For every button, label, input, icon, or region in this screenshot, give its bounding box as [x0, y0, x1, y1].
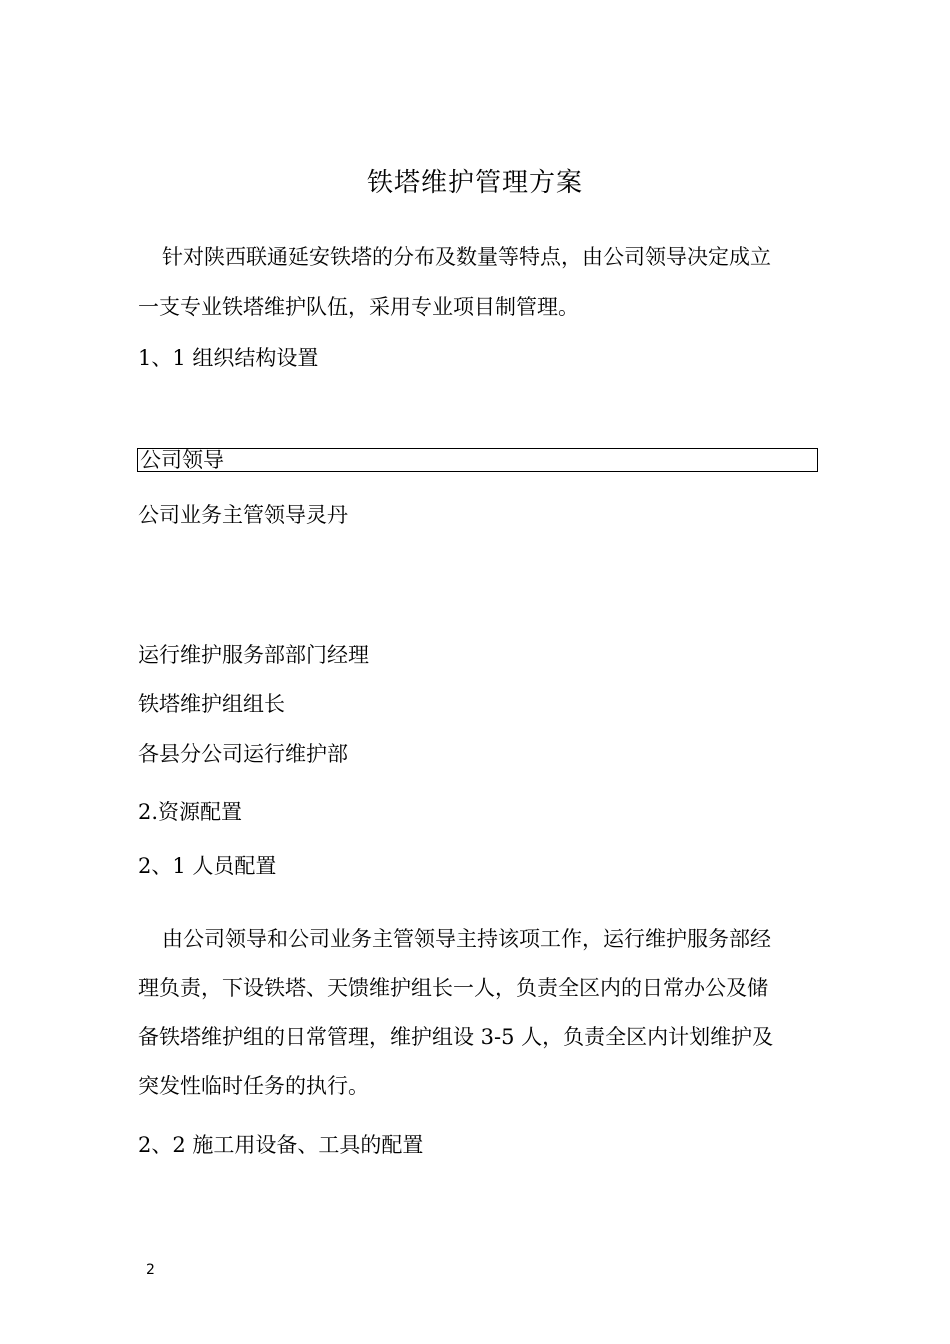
staff-para-line-3: 备铁塔维护组的日常管理，维护组设 3-5 人，负责全区内计划维护及 — [138, 1025, 774, 1049]
page-title: 铁塔维护管理方案 — [366, 168, 583, 198]
org-level-dept-manager: 运行维护服务部部门经理 — [138, 643, 369, 667]
page-number: 2 — [146, 1262, 155, 1278]
org-level-group-leader: 铁塔维护组组长 — [138, 692, 285, 716]
org-box-label: 公司领导 — [140, 448, 224, 472]
section-heading-2-1: 2、1 人员配置 — [138, 854, 277, 878]
section-heading-2: 2.资源配置 — [138, 800, 243, 824]
org-level-county-dept: 各县分公司运行维护部 — [138, 742, 348, 766]
staff-para-line-2: 理负责，下设铁塔、天馈维护组长一人，负责全区内的日常办公及储 — [138, 976, 768, 1000]
org-level-business-leader: 公司业务主管领导灵丹 — [138, 503, 348, 527]
staff-para-line-1: 由公司领导和公司业务主管领导主持该项工作，运行维护服务部经 — [162, 927, 771, 951]
staff-para-line-4: 突发性临时任务的执行。 — [138, 1074, 369, 1098]
section-heading-2-2: 2、2 施工用设备、工具的配置 — [138, 1133, 424, 1157]
intro-line-2: 一支专业铁塔维护队伍，采用专业项目制管理。 — [138, 295, 579, 319]
section-heading-1-1: 1、1 组织结构设置 — [138, 346, 319, 370]
intro-line-1: 针对陕西联通延安铁塔的分布及数量等特点，由公司领导决定成立 — [162, 245, 771, 269]
org-box-company-leader — [137, 448, 818, 472]
